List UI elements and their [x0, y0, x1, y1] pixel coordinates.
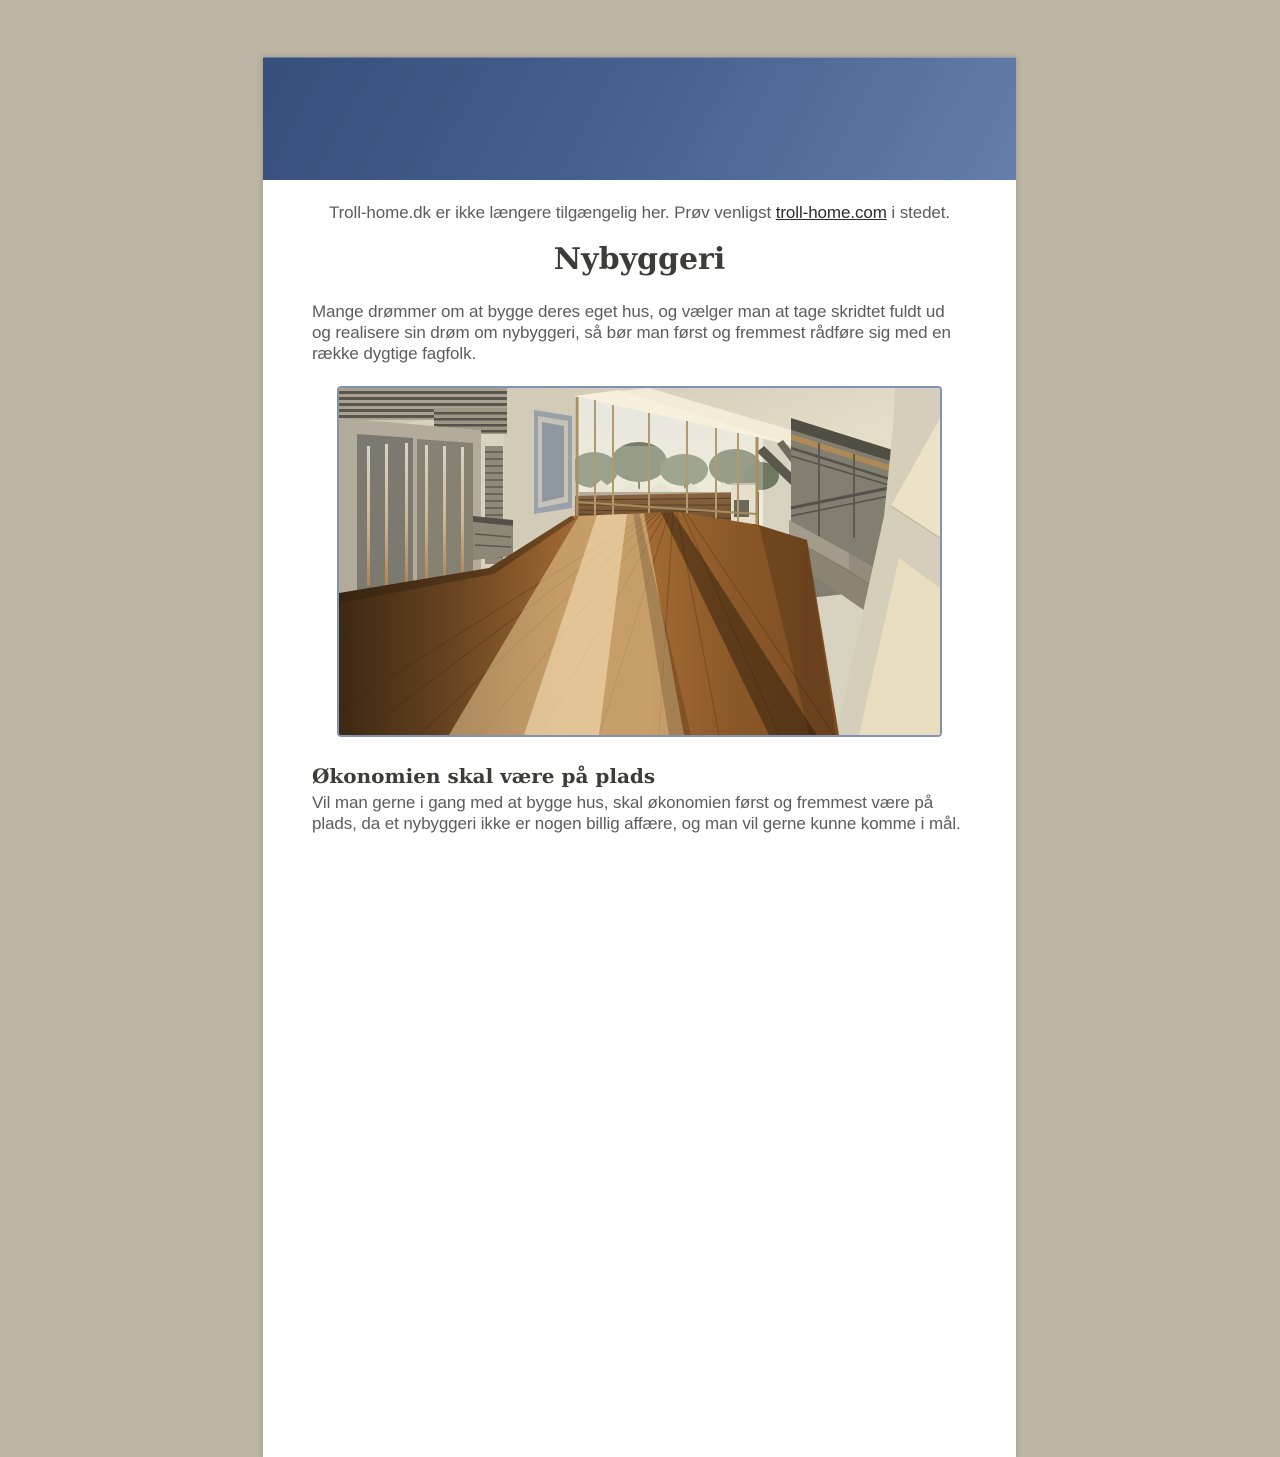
interior-render-image [337, 386, 942, 737]
section-paragraph: Vil man gerne i gang med at bygge hus, skal økonomien først og fremmest være på plads, da et nybyggeri ikke er nogen billig affære, og man vil gerne kunne komme i mål. [312, 793, 961, 833]
domain-notice [312, 203, 967, 223]
drawer-unit [473, 516, 513, 560]
picture-frame [534, 410, 572, 514]
outdoor-kitchen [731, 484, 758, 524]
section-heading: Økonomien skal være på plads [312, 764, 656, 788]
troll-home-link[interactable]: troll-home.com [775, 203, 887, 222]
interior-render-graphic [339, 388, 940, 735]
intro-paragraph: Mange drømmer om at bygge deres eget hus, og vælger man at tage skridtet fuldt ud og realisere sin drøm om nybyggeri, så bør man først og fremmest rådføre sig med en række dygtige fagfolk. [312, 302, 951, 363]
notice-text-after: i stedet. [886, 203, 951, 222]
page-title: Nybyggeri [553, 242, 726, 277]
page-panel [263, 57, 1016, 1457]
notice-text-before: Troll-home.dk er ikke længere tilgængelig her. Prøv venligst [328, 203, 776, 222]
content-area [263, 203, 1016, 834]
hero-banner-image [263, 57, 1016, 180]
